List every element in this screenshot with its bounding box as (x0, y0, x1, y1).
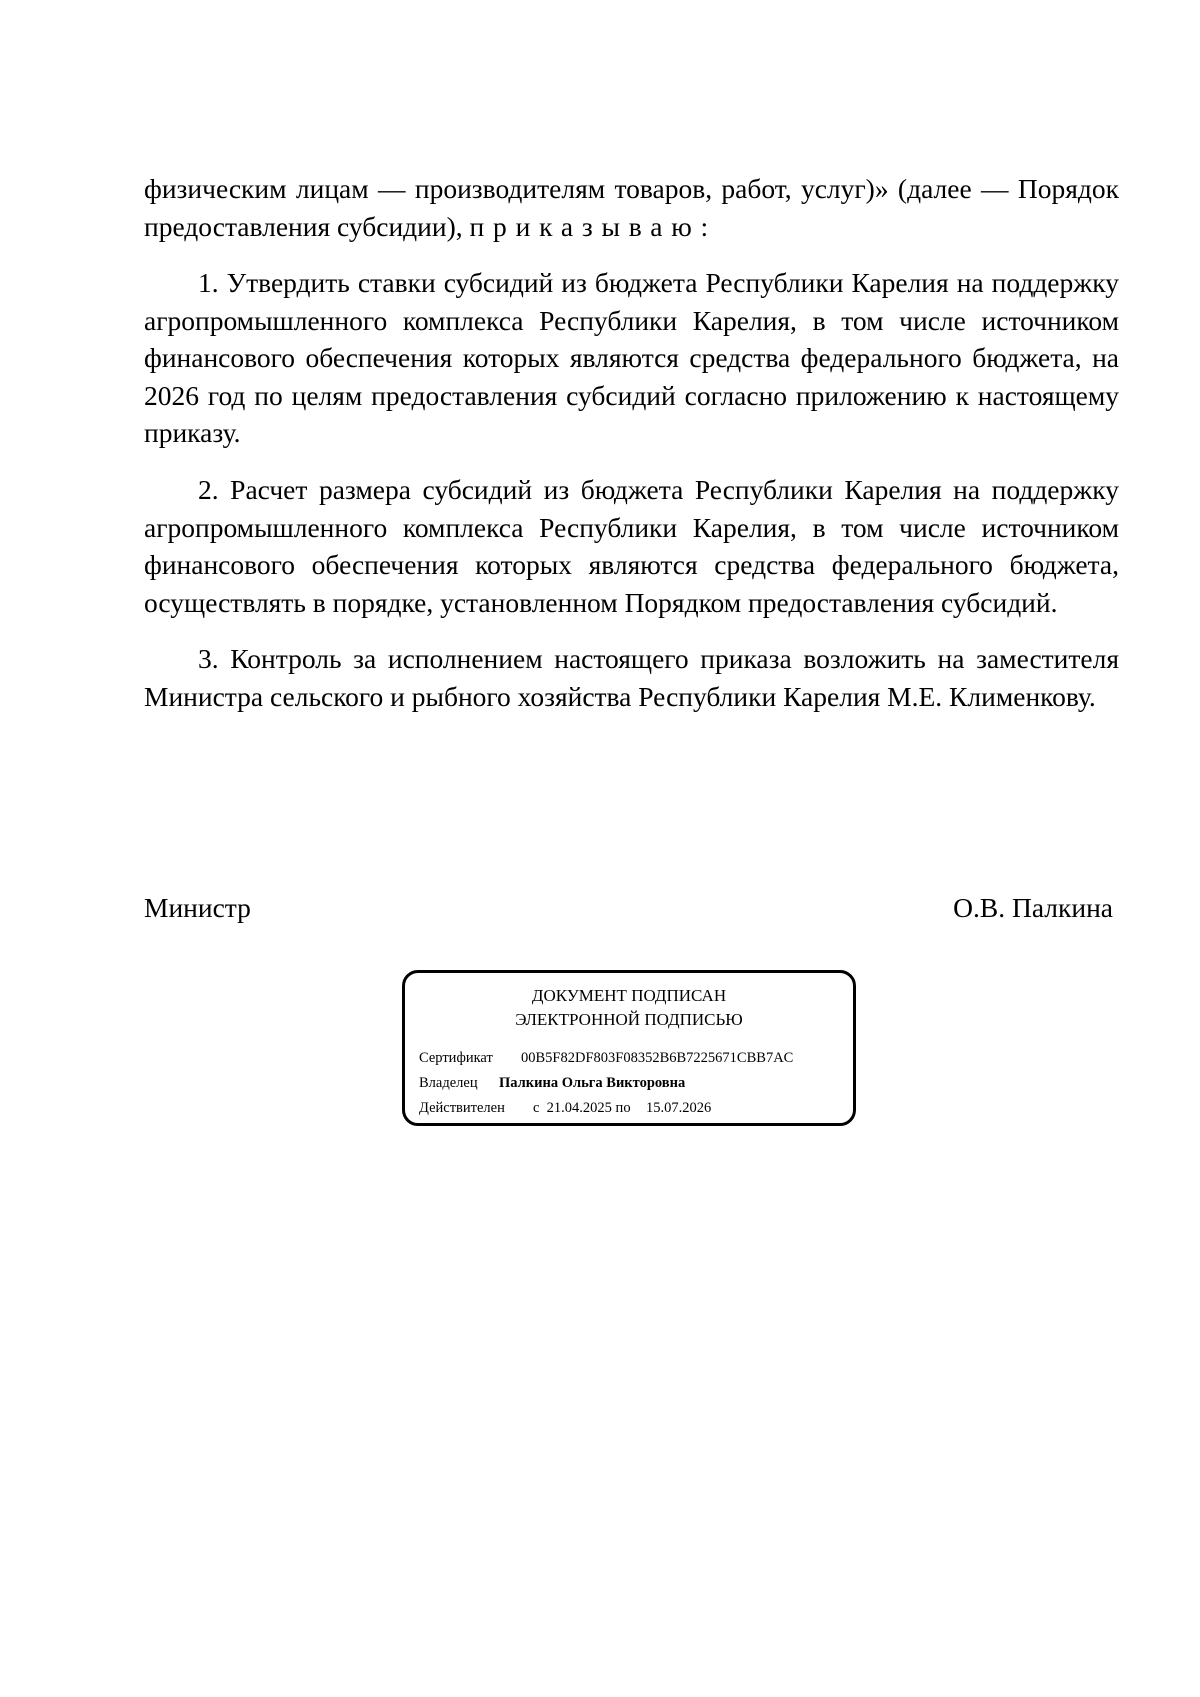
stamp-validity-row (419, 1098, 712, 1118)
certificate-value: 00B5F82DF803F08352B6B7225671CBB7AC (521, 1050, 794, 1066)
intro-text: физическим лицам — производителям товаров, работ, услуг)» (далее — Порядок предоставления субсидии), (144, 173, 1119, 242)
intro-end: : (700, 210, 709, 242)
stamp-header-line-2: ЭЛЕКТРОННОЙ ПОДПИСЬЮ (515, 1010, 743, 1029)
validity-label: Действителен (419, 1100, 505, 1116)
item-paragraph-3: 3. Контроль за исполнением настоящего приказа возложить на заместителя Министра сельского и рыбного хозяйства Республики Карелия М.Е. Клименкову. (144, 643, 1119, 712)
stamp-header-line-1: ДОКУМЕНТ ПОДПИСАН (531, 986, 727, 1005)
owner-value: Палкина Ольга Викторовна (499, 1075, 686, 1091)
owner-label: Владелец (419, 1075, 478, 1091)
signatory-title: Министр (144, 892, 251, 923)
electronic-signature-stamp (402, 970, 856, 1126)
stamp-owner-row (419, 1073, 686, 1093)
signatory-name: О.В. Палкина (953, 892, 1113, 923)
order-word: приказываю (469, 210, 701, 242)
item-paragraph-1: 1. Утвердить ставки субсидий из бюджета Республики Карелия на поддержку агропромышленного комплекса Республики Карелия, в том числе источником финансового обеспечения которых являются средства федерального бюджета, на 2026 год по целям предоставления субсидий согласно приложению к настоящему приказу. (144, 267, 1119, 448)
item-paragraph-2: 2. Расчет размера субсидий из бюджета Республики Карелия на поддержку агропромышленного комплекса Республики Карелия, в том числе источником финансового обеспечения которых являются средства федерального бюджета, осуществлять в порядке, установленном Порядком предоставления субсидий. (144, 474, 1119, 618)
certificate-label: Сертификат (419, 1050, 493, 1066)
stamp-certificate-row (419, 1048, 794, 1068)
intro-paragraph (144, 170, 1119, 245)
stamp-header (405, 984, 853, 1032)
validity-to: 15.07.2026 (646, 1100, 712, 1116)
validity-from: с 21.04.2025 по (533, 1100, 631, 1116)
